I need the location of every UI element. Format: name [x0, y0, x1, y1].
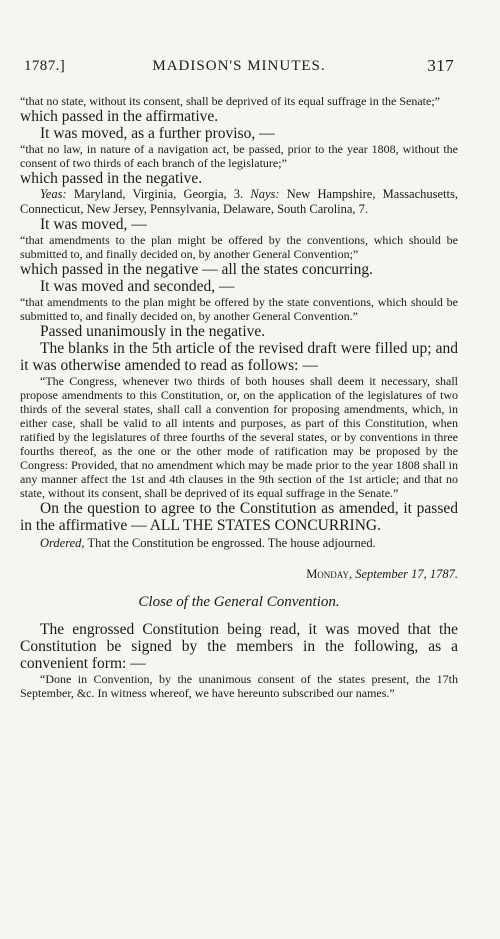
paragraph-engrossed-read: The engrossed Constitution being read, it was moved that the Constitution be signed by the members in the following, as a convenient form: —	[20, 620, 458, 672]
dateline-date: September 17, 1787.	[352, 566, 458, 581]
quote-state-conventions: “that amendments to the plan might be offered by the state conventions, which should be submitted to, and finally decided on, by another General Convention.”	[20, 295, 458, 323]
paragraph-moved-proviso: It was moved, as a further proviso, —	[40, 125, 275, 142]
header-year: 1787.]	[24, 58, 66, 74]
page-number: 317	[427, 56, 454, 75]
paragraph-negative-concurring: which passed in the negative — all the states concurring.	[20, 261, 373, 278]
page-body	[20, 94, 458, 700]
nays-states: New Hampshire, Massachusetts, Connecticut, New Jersey, Pennsylvania, Delaware, South Carolina, 7.	[20, 187, 458, 216]
paragraph-unanimous-negative: Passed unanimously in the negative.	[40, 323, 266, 340]
section-title: Close of the General Convention.	[138, 593, 340, 610]
ordered-text: That the Constitution be engrossed. The house adjourned.	[84, 536, 376, 550]
paragraph-negative: which passed in the negative.	[20, 170, 203, 187]
quote-article-five: “The Congress, whenever two thirds of both houses shall deem it necessary, shall propose amendments to this Constitution, or, on the application of the legislatures of two thirds of the several states, shall call a convention for proposing amendments, which, in either case, shall be valid to all intents and purposes, as part of this Constitution, when ratified by the legislatures of three fourths of the several states, or by conventions in three fourths thereof, as the one or the other mode of ratification may be proposed by the Congress: Provided, that no amendment which may be made prior to the year 1808 shall in any manner affect the 1st and 4th clauses in the 9th section of the 1st article; and that no state, without its consent, shall be deprived of its equal suffrage in the Senate.”	[20, 374, 458, 500]
dateline-day: Monday,	[306, 566, 353, 581]
paragraph-question-agree: On the question to agree to the Constitution as amended, it passed in the affirmative — ALL THE STATES CONCURRING.	[20, 500, 458, 534]
paragraph-blanks-filled: The blanks in the 5th article of the revised draft were filled up; and it was otherwise amended to read as follows: —	[20, 340, 458, 374]
vote-tally	[20, 187, 458, 216]
quote-amendments-conventions: “that amendments to the plan might be offered by the conventions, which should be submitted to, and finally decided on, by another General Convention;”	[20, 233, 458, 261]
ordered-label: Ordered,	[40, 536, 85, 550]
running-header	[24, 58, 454, 80]
quote-navigation-act: “that no law, in nature of a navigation act, be passed, prior to the year 1808, without the consent of two thirds of each branch of the legislature;”	[20, 142, 458, 170]
yeas-label: Yeas:	[40, 187, 67, 201]
quote-proviso-senate: “that no state, without its consent, shall be deprived of its equal suffrage in the Senate;”	[20, 94, 440, 108]
nays-label: Nays:	[250, 187, 280, 201]
dateline	[20, 567, 458, 582]
yeas-states: Maryland, Virginia, Georgia, 3.	[66, 187, 251, 201]
header-title: MADISON'S MINUTES.	[152, 58, 326, 74]
paragraph-affirmative: which passed in the affirmative.	[20, 108, 219, 125]
paragraph-moved: It was moved, —	[40, 216, 147, 233]
paragraph-moved-seconded: It was moved and seconded, —	[40, 278, 235, 295]
paragraph-ordered	[20, 536, 458, 551]
quote-done-in-convention: “Done in Convention, by the unanimous consent of the states present, the 17th September, &c. In witness whereof, we have hereunto subscribed our names.”	[20, 671, 458, 700]
